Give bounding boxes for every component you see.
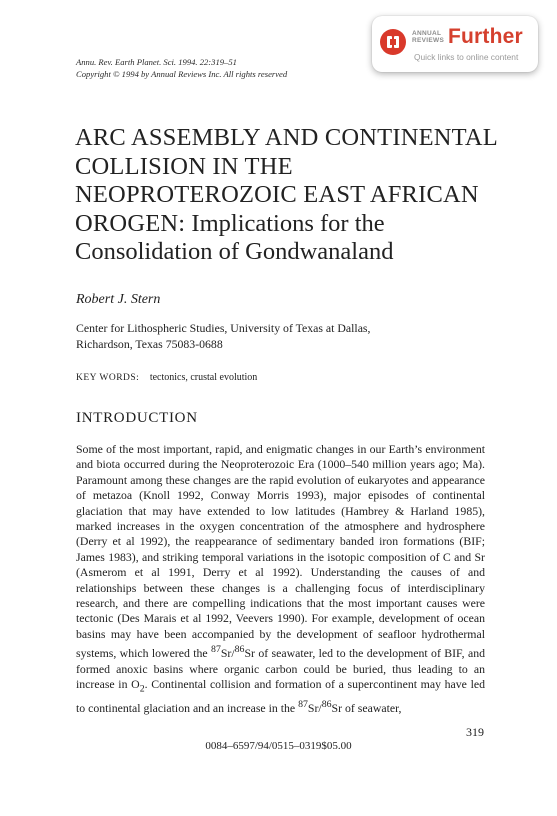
keywords-terms: tectonics, crustal evolution	[149, 372, 258, 383]
badge-subtitle: Quick links to online content	[414, 52, 519, 62]
footer-code: 0084–6597/94/0515–0319$05.00	[205, 740, 352, 752]
isotope-sr: Sr/	[220, 646, 235, 661]
affiliation-line-2: Richardson, Texas 75083-0688	[76, 336, 223, 351]
keywords	[76, 372, 257, 383]
body-part-1: Some of the most important, rapid, and enigmatic changes in our Earth’s environment and biota occurred during the Neoproterozoic Era (1000–540 million years ago; Ma). Paramount among these changes are the rapid evolution of eukaryotes and appearance of metazoa (Knoll 1992, Conway Morris 1993), major episodes of continental glaciation that may have extended to low latitudes (Hambrey & Harland 1985), marked increases in the oxygen concentration of the atmosphere and hydrosphere (Derry et al 1992), the reappearance of sedimentary banded iron formations (BIF; James 1983), and striking temporal variations in the isotopic composition of C and Sr (Asmerom et al 1991, Derry et al 1992). Understanding the causes of and relationships between these changes is a challenging focus of interdisciplinary research, and there are compelling indications that the most important causes were tectonic (Des Marais et al 1992, Veevers 1990). For example, development of ocean basins may have been accompanied by the development of seafloor hydrothermal systems, which lowered the	[76, 442, 485, 661]
title-caps: ARC ASSEMBLY AND CONTINENTAL COLLISION IN THE NEOPROTEROZOIC EAST AFRICAN OROGEN:	[75, 124, 498, 237]
citation-copyright: Copyright © 1994 by Annual Reviews Inc. All rights reserved	[76, 69, 288, 79]
isotope-86: 86	[321, 698, 332, 710]
body-part-4: of seawater,	[342, 700, 402, 715]
isotope-sr: Sr/	[307, 700, 322, 715]
citation-journal: Annu. Rev. Earth Planet. Sci. 1994. 22:319–51	[76, 57, 237, 67]
paragraph	[76, 442, 485, 716]
article-title	[75, 124, 515, 267]
affiliation-line-1: Center for Lithospheric Studies, University of Texas at Dallas,	[76, 321, 371, 335]
o2-subscript: 2	[139, 683, 145, 695]
citation	[76, 56, 376, 80]
annual-reviews-logo-icon	[380, 29, 406, 55]
section-heading: INTRODUCTION	[76, 410, 198, 426]
logo-mark-icon	[384, 33, 402, 51]
isotope-sr: Sr	[331, 700, 343, 715]
page-number: 319	[466, 725, 484, 739]
title-subtitle: Implications for the Consolidation of Gondwanaland	[75, 209, 394, 266]
isotope-87: 87	[211, 644, 221, 656]
badge-further-label: Further	[448, 25, 523, 48]
isotope-87: 87	[298, 698, 308, 710]
badge-annual-reviews: ANNUAL REVIEWS	[412, 30, 445, 44]
body-part-2: of seawater, led to the development of BIF, and formed anoxic basins where organic carbon could be buried, thus leading to an increase in O	[76, 646, 486, 692]
body-part-3: . Continental collision and formation of a supercontinent may have led to continental glaciation and an increase in the	[76, 677, 485, 715]
isotope-86: 86	[234, 644, 245, 656]
keywords-label: KEY WORDS:	[76, 373, 140, 383]
further-badge[interactable]	[372, 16, 538, 72]
affiliation	[76, 321, 496, 352]
author-name: Robert J. Stern	[76, 292, 161, 307]
isotope-sr: Sr	[244, 646, 255, 661]
body-paragraph	[76, 442, 485, 716]
